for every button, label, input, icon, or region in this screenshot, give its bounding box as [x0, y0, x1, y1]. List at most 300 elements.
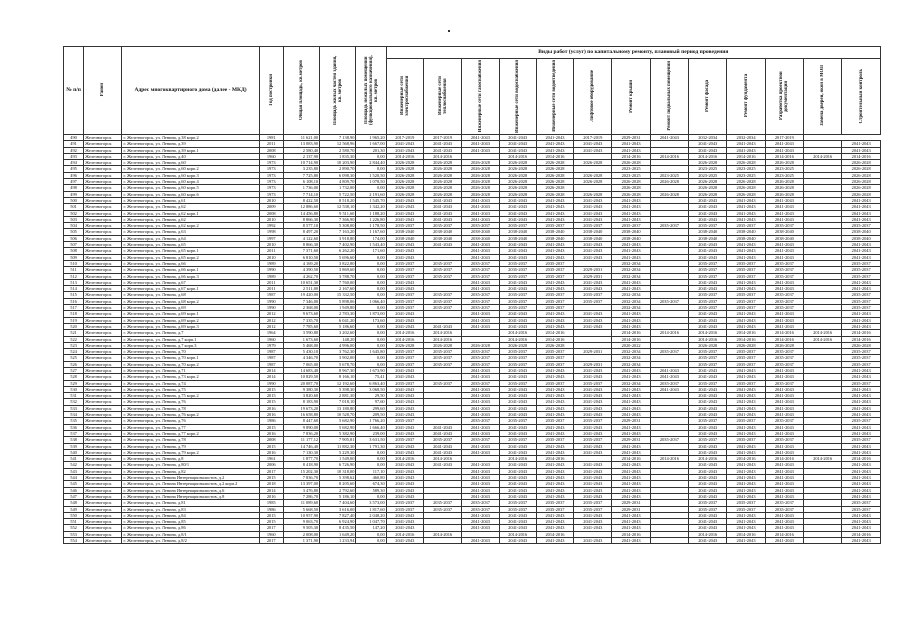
cell-num: 522: [64, 336, 84, 342]
cell-living-area: 5 682,90: [320, 424, 356, 430]
cell-work-period: 2041-2043: [574, 386, 612, 392]
header-work-3: Инженерные сети водоснабжения: [499, 59, 536, 135]
cell-work-period: 2041-2043: [689, 424, 727, 430]
cell-district: Железногорск: [84, 380, 122, 386]
cell-address: г. Железногорск, ул. Ленина, д.61: [122, 197, 259, 203]
cell-work-period: 2035-2037: [574, 223, 612, 229]
cell-work-period: 2038-2040: [423, 235, 461, 241]
cell-address: г. Железногорск, ул. Ленина, д.39: [122, 141, 259, 147]
cell-work-period: 2038-2040: [842, 235, 881, 241]
cell-work-period: 2026-2028: [842, 172, 881, 178]
cell-living-area: 4 809,70: [320, 179, 356, 185]
cell-work-period: 2035-2037: [689, 260, 727, 266]
cell-work-period: 2041-2043: [423, 323, 461, 329]
cell-work-period: 2041-2043: [386, 286, 423, 292]
cell-work-period: 2041-2043: [574, 216, 612, 222]
cell-work-period: 2041-2043: [765, 279, 803, 285]
cell-work-period: 2035-2037: [727, 418, 765, 424]
cell-work-period: 2035-2037: [727, 267, 765, 273]
cell-work-period: 2041-2043: [536, 135, 573, 141]
cell-work-period: 2041-2043: [574, 367, 612, 373]
cell-living-area: 8 166,10: [320, 374, 356, 380]
cell-address: г. Железногорск, ул. Ленина Интернационалистов, д.8: [122, 493, 259, 499]
cell-work-period: 2041-2043: [765, 430, 803, 436]
cell-num: 523: [64, 342, 84, 348]
cell-work-period: 2035-2037: [650, 437, 688, 443]
cell-year: 2010: [259, 197, 283, 203]
cell-work-period: 2041-2043: [689, 525, 727, 531]
cell-work-period: 2041-2043: [462, 141, 499, 147]
cell-work-period: 2014-2016: [423, 336, 461, 342]
cell-work-period: 2041-2043: [727, 393, 765, 399]
cell-work-period: 2041-2043: [727, 468, 765, 474]
cell-work-period: 2041-2043: [612, 197, 650, 203]
cell-work-period: 2035-2037: [727, 305, 765, 311]
cell-address: г. Железногорск, ул. Ленина, д.69 корп.3: [122, 323, 259, 329]
cell-work-period: 2035-2037: [689, 305, 727, 311]
cell-work-period: 2014-2016: [612, 153, 650, 159]
cell-work-period: 2041-2043: [765, 468, 803, 474]
cell-work-period: 2041-2043: [386, 210, 423, 216]
cell-num: 527: [64, 367, 84, 373]
cell-work-period: 2035-2037: [536, 361, 573, 367]
cell-nonliving-area: 1 545,70: [356, 197, 386, 203]
cell-work-period: 2041-2043: [574, 197, 612, 203]
cell-work-period: 2041-2043: [689, 468, 727, 474]
cell-work-period: 2035-2037: [536, 273, 573, 279]
cell-year: 1960: [259, 531, 283, 537]
cell-nonliving-area: 117,10: [356, 468, 386, 474]
cell-work-period: 2041-2043: [689, 487, 727, 493]
cell-work-period: 2041-2043: [689, 147, 727, 153]
cell-nonliving-area: 0,00: [356, 267, 386, 273]
cell-work-period: 2041-2043: [689, 519, 727, 525]
cell-living-area: 3 869,60: [320, 267, 356, 273]
cell-work-period: 2035-2037: [842, 500, 881, 506]
cell-num: 492: [64, 147, 84, 153]
cell-work-period: 2023-2025: [765, 172, 803, 178]
cell-work-period: 2041-2043: [842, 317, 881, 323]
cell-work-period: 2041-2043: [462, 242, 499, 248]
cell-address: г. Железногорск, ул. Ленина, д.86: [122, 525, 259, 531]
cell-work-period: 2041-2043: [765, 481, 803, 487]
cell-work-period: 2035-2037: [423, 380, 461, 386]
cell-work-period: 2041-2043: [689, 367, 727, 373]
cell-work-period: 2035-2037: [423, 355, 461, 361]
cell-work-period: 2041-2043: [842, 399, 881, 405]
cell-work-period: 2026-2028: [499, 185, 536, 191]
cell-total-area: 4 346,70: [283, 355, 319, 361]
cell-address: г. Железногорск, ул. Ленина, д.7: [122, 330, 259, 336]
cell-work-period: 2035-2037: [462, 361, 499, 367]
cell-address: г. Железногорск, ул. Ленина, д.62 корп.2: [122, 223, 259, 229]
cell-work-period: 2035-2037: [574, 380, 612, 386]
cell-work-period: 2035-2037: [499, 418, 536, 424]
cell-num: 524: [64, 349, 84, 355]
cell-work-period: 2035-2037: [689, 267, 727, 273]
cell-work-period: 2038-2040: [462, 235, 499, 241]
cell-work-period: 2041-2043: [499, 393, 536, 399]
cell-district: Железногорск: [84, 481, 122, 487]
cell-work-period: 2041-2043: [574, 449, 612, 455]
cell-work-period: 2041-2043: [727, 248, 765, 254]
cell-work-period: 2041-2043: [765, 367, 803, 373]
cell-work-period: 2041-2043: [612, 405, 650, 411]
cell-work-period: 2032-2034: [612, 260, 650, 266]
cell-num: 490: [64, 135, 84, 141]
cell-work-period: 2035-2037: [386, 260, 423, 266]
cell-work-period: 2041-2043: [574, 412, 612, 418]
cell-work-period: 2041-2043: [386, 475, 423, 481]
cell-work-period: 2041-2043: [727, 323, 765, 329]
cell-work-period: 2035-2037: [842, 292, 881, 298]
cell-work-period: 2041-2043: [574, 311, 612, 317]
cell-district: Железногорск: [84, 323, 122, 329]
cell-work-period: 2041-2043: [612, 210, 650, 216]
cell-work-period: 2041-2043: [842, 525, 881, 531]
cell-work-period: 2041-2043: [536, 210, 573, 216]
cell-work-period: 2041-2043: [499, 405, 536, 411]
cell-work-period: 2014-2016: [386, 336, 423, 342]
cell-work-period: 2041-2043: [727, 487, 765, 493]
cell-total-area: 9 673,60: [283, 311, 319, 317]
cell-work-period: 2041-2043: [612, 374, 650, 380]
cell-work-period: 2041-2043: [612, 317, 650, 323]
cell-work-period: 2041-2043: [689, 405, 727, 411]
cell-work-period: 2026-2028: [423, 179, 461, 185]
cell-year: 1973: [259, 185, 283, 191]
cell-work-period: 2041-2043: [462, 519, 499, 525]
cell-work-period: 2038-2040: [499, 229, 536, 235]
cell-work-period: 2038-2040: [462, 229, 499, 235]
cell-year: 1992: [259, 223, 283, 229]
cell-work-period: 2035-2037: [423, 260, 461, 266]
capital-repair-table-page: [63, 46, 881, 544]
cell-num: 554: [64, 538, 84, 544]
cell-living-area: 2 881,30: [320, 393, 356, 399]
cell-work-period: 2041-2043: [462, 424, 499, 430]
cell-work-period: 2014-2016: [423, 531, 461, 537]
cell-work-period: 2041-2043: [462, 147, 499, 153]
cell-work-period: 2014-2016: [612, 330, 650, 336]
cell-work-period: 2038-2040: [536, 235, 573, 241]
cell-year: 2015: [259, 386, 283, 392]
cell-work-period: 2041-2043: [842, 487, 881, 493]
cell-living-area: 5 696,60: [320, 254, 356, 260]
cell-work-period: 2041-2043: [536, 462, 573, 468]
cell-work-period: 2041-2043: [612, 242, 650, 248]
cell-work-period: 2038-2040: [386, 235, 423, 241]
cell-work-period: 2023-2025: [612, 172, 650, 178]
cell-total-area: 10 714,90: [283, 160, 319, 166]
header-living-area: Площадь жилых частей здания, кв. метров: [320, 47, 356, 135]
cell-district: Железногорск: [84, 210, 122, 216]
cell-work-period: 2041-2043: [689, 248, 727, 254]
cell-work-period: 2029-2031: [612, 500, 650, 506]
cell-num: 493: [64, 153, 84, 159]
cell-work-period: 2041-2043: [689, 279, 727, 285]
cell-work-period: 2035-2037: [574, 506, 612, 512]
cell-work-period: 2035-2037: [536, 223, 573, 229]
cell-living-area: 7 402,90: [320, 242, 356, 248]
page-marker: [448, 30, 450, 32]
cell-living-area: 7 827,40: [320, 512, 356, 518]
cell-address: г. Железногорск, ул. Ленина, д.77 корп.2: [122, 430, 259, 436]
cell-work-period: 2035-2037: [536, 267, 573, 273]
cell-total-area: 10 651,30: [283, 279, 319, 285]
cell-nonliving-area: 209,50: [356, 412, 386, 418]
cell-num: 513: [64, 279, 84, 285]
cell-work-period: 2041-2043: [536, 141, 573, 147]
cell-total-area: 15 202,30: [283, 468, 319, 474]
cell-work-period: 2026-2028: [536, 191, 573, 197]
cell-work-period: 2041-2043: [765, 286, 803, 292]
cell-total-area: 3 590,80: [283, 330, 319, 336]
cell-work-period: 2026-2028: [536, 342, 573, 348]
cell-total-area: 14 746,40: [283, 443, 319, 449]
cell-work-period: 2035-2037: [727, 298, 765, 304]
cell-work-period: 2035-2037: [499, 273, 536, 279]
cell-work-period: 2032-2034: [689, 135, 727, 141]
cell-work-period: 2017-2019: [386, 135, 423, 141]
cell-work-period: 2041-2043: [765, 487, 803, 493]
cell-num: 540: [64, 449, 84, 455]
cell-work-period: 2041-2043: [499, 374, 536, 380]
cell-work-period: 2026-2028: [536, 160, 573, 166]
cell-total-area: 10 829,50: [283, 374, 319, 380]
cell-work-period: 2041-2043: [386, 493, 423, 499]
cell-work-period: 2035-2037: [499, 506, 536, 512]
cell-living-area: 8 205,60: [320, 481, 356, 487]
cell-work-period: 2038-2040: [689, 229, 727, 235]
cell-address: г. Железногорск, ул. Ленина, д.62 корп.1: [122, 210, 259, 216]
cell-num: 519: [64, 317, 84, 323]
cell-num: 504: [64, 223, 84, 229]
cell-work-period: 2041-2043: [689, 216, 727, 222]
cell-work-period: 2038-2040: [765, 229, 803, 235]
cell-work-period: 2041-2043: [462, 393, 499, 399]
cell-work-period: 2038-2040: [765, 235, 803, 241]
cell-work-period: 2041-2043: [842, 386, 881, 392]
cell-work-period: 2035-2037: [499, 305, 536, 311]
cell-work-period: 2041-2043: [574, 525, 612, 531]
cell-work-period: 2026-2028: [765, 185, 803, 191]
cell-nonliving-area: 0,00: [356, 336, 386, 342]
cell-work-period: 2041-2043: [842, 367, 881, 373]
cell-work-period: 2041-2043: [499, 386, 536, 392]
cell-year: 2015: [259, 399, 283, 405]
cell-total-area: 2 368,00: [283, 305, 319, 311]
cell-work-period: 2041-2043: [462, 462, 499, 468]
cell-work-period: 2035-2037: [689, 298, 727, 304]
cell-work-period: 2041-2043: [842, 468, 881, 474]
cell-work-period: 2041-2043: [386, 525, 423, 531]
cell-work-period: 2026-2028: [462, 172, 499, 178]
cell-work-period: 2014-2016: [842, 531, 881, 537]
cell-work-period: 2041-2043: [689, 449, 727, 455]
cell-district: Железногорск: [84, 260, 122, 266]
cell-work-period: 2041-2043: [536, 468, 573, 474]
cell-work-period: 2041-2043: [842, 204, 881, 210]
cell-work-period: 2041-2043: [386, 367, 423, 373]
cell-year: 1989: [259, 260, 283, 266]
cell-work-period: 2035-2037: [842, 349, 881, 355]
cell-work-period: 2041-2043: [462, 367, 499, 373]
cell-year: 1989: [259, 273, 283, 279]
cell-work-period: 2041-2043: [650, 135, 688, 141]
cell-num: 518: [64, 311, 84, 317]
cell-work-period: 2041-2043: [612, 449, 650, 455]
cell-living-area: 4 996,00: [320, 342, 356, 348]
cell-district: Железногорск: [84, 475, 122, 481]
cell-district: Железногорск: [84, 342, 122, 348]
cell-work-period: 2035-2037: [765, 349, 803, 355]
cell-num: 531: [64, 393, 84, 399]
cell-year: 1985: [259, 500, 283, 506]
cell-work-period: 2026-2028: [612, 185, 650, 191]
cell-address: г. Железногорск, ул. Ленина, д.66: [122, 260, 259, 266]
cell-address: г. Железногорск, ул. Ленина, д.78: [122, 405, 259, 411]
cell-num: 553: [64, 531, 84, 537]
cell-work-period: 2041-2043: [765, 210, 803, 216]
cell-work-period: 2014-2016: [612, 336, 650, 342]
cell-total-area: 1 371,90: [283, 538, 319, 544]
cell-work-period: 2026-2028: [536, 179, 573, 185]
cell-district: Железногорск: [84, 254, 122, 260]
cell-work-period: 2041-2043: [536, 323, 573, 329]
cell-work-period: 2014-2016: [689, 531, 727, 537]
cell-work-period: 2014-2016: [765, 336, 803, 342]
cell-total-area: 7 130,30: [283, 449, 319, 455]
cell-year: 2014: [259, 487, 283, 493]
cell-year: 2017: [259, 468, 283, 474]
header-work-2: Инженерные сети газоснабжения: [462, 59, 499, 135]
cell-work-period: 2041-2043: [842, 374, 881, 380]
cell-work-period: 2035-2037: [386, 418, 423, 424]
header-work-1: Инженерные сети теплоснабжения: [423, 59, 461, 135]
cell-work-period: 2041-2043: [689, 412, 727, 418]
cell-nonliving-area: 0,00: [356, 449, 386, 455]
cell-num: 505: [64, 229, 84, 235]
cell-work-period: 2026-2028: [386, 342, 423, 348]
cell-work-period: 2014-2016: [689, 153, 727, 159]
cell-address: г. Железногорск, ул. Ленина, д.75: [122, 386, 259, 392]
header-work-7: Ремонт подвальных помещений: [650, 59, 688, 135]
cell-work-period: 2041-2043: [536, 481, 573, 487]
cell-work-period: 2041-2043: [499, 430, 536, 436]
cell-work-period: 2035-2037: [689, 437, 727, 443]
cell-year: 2015: [259, 512, 283, 518]
cell-year: 2016: [259, 493, 283, 499]
cell-work-period: 2035-2037: [423, 223, 461, 229]
cell-work-period: 2041-2043: [462, 386, 499, 392]
cell-work-period: 2041-2043: [499, 286, 536, 292]
cell-work-period: 2035-2037: [499, 361, 536, 367]
cell-work-period: 2041-2043: [765, 412, 803, 418]
cell-address: г. Железногорск, ул. Ленина, д.85: [122, 519, 259, 525]
cell-work-period: 2041-2043: [612, 538, 650, 544]
cell-work-period: 2041-2043: [574, 519, 612, 525]
cell-work-period: 2041-2043: [386, 443, 423, 449]
cell-address: г. Железногорск, ул. Ленина, д.82: [122, 468, 259, 474]
cell-district: Железногорск: [84, 179, 122, 185]
cell-total-area: 14 683,40: [283, 367, 319, 373]
cell-living-area: 2 783,30: [320, 311, 356, 317]
cell-work-period: 2026-2028: [727, 342, 765, 348]
cell-work-period: 2035-2037: [842, 437, 881, 443]
cell-district: Железногорск: [84, 374, 122, 380]
cell-work-period: 2041-2043: [612, 519, 650, 525]
cell-living-area: 7 163,20: [320, 229, 356, 235]
cell-work-period: 2035-2037: [574, 298, 612, 304]
cell-work-period: 2026-2028: [536, 185, 573, 191]
cell-nonliving-area: 174,00: [356, 235, 386, 241]
cell-district: Железногорск: [84, 462, 122, 468]
cell-work-period: 2026-2028: [727, 191, 765, 197]
cell-work-period: 2041-2043: [536, 412, 573, 418]
cell-nonliving-area: 0,00: [356, 531, 386, 537]
cell-num: 496: [64, 172, 84, 178]
cell-address: г. Железногорск, ул. Ленина, д.7 корп.3: [122, 342, 259, 348]
cell-work-period: 2041-2043: [386, 519, 423, 525]
cell-work-period: 2041-2043: [574, 424, 612, 430]
cell-work-period: 2041-2043: [842, 147, 881, 153]
cell-address: г. Железногорск, ул. Ленина, д.7 корп.1: [122, 336, 259, 342]
cell-address: г. Железногорск, ул. Ленина, д.70 корп.1: [122, 355, 259, 361]
cell-work-period: 2026-2028: [499, 166, 536, 172]
cell-work-period: 2041-2043: [842, 248, 881, 254]
cell-work-period: 2014-2016: [499, 456, 536, 462]
cell-address: г. Железногорск, ул. Ленина, д.65 корп.2: [122, 254, 259, 260]
cell-address: г. Железногорск, ул. Ленина, д.66 корп.1: [122, 267, 259, 273]
cell-address: г. Железногорск, ул. Ленина, д.76: [122, 418, 259, 424]
cell-living-area: 12 568,96: [320, 141, 356, 147]
cell-work-period: 2035-2037: [462, 437, 499, 443]
cell-work-period: 2035-2037: [536, 349, 573, 355]
cell-work-period: 2014-2016: [499, 330, 536, 336]
cell-work-period: 2029-2031: [574, 273, 612, 279]
cell-work-period: 2041-2043: [842, 286, 881, 292]
header-nonliving-area: Площадь нежилых помещений (функционального назначения), кв. метров: [356, 47, 386, 135]
cell-work-period: 2041-2043: [612, 311, 650, 317]
cell-nonliving-area: 0,00: [356, 538, 386, 544]
cell-work-period: 2026-2028: [765, 160, 803, 166]
cell-work-period: 2026-2028: [650, 179, 688, 185]
cell-year: 1987: [259, 355, 283, 361]
cell-nonliving-area: 1 965,20: [356, 135, 386, 141]
cell-num: 499: [64, 191, 84, 197]
cell-work-period: 2041-2043: [386, 141, 423, 147]
cell-total-area: 5 430,10: [283, 349, 319, 355]
cell-work-period: 2041-2043: [386, 468, 423, 474]
cell-work-period: 2026-2028: [462, 185, 499, 191]
cell-living-area: 12 192,60: [320, 380, 356, 386]
cell-nonliving-area: 147,20: [356, 525, 386, 531]
cell-work-period: 2041-2043: [842, 197, 881, 203]
cell-work-period: 2041-2043: [574, 443, 612, 449]
cell-work-period: 2041-2043: [462, 210, 499, 216]
cell-district: Железногорск: [84, 349, 122, 355]
cell-work-period: 2035-2037: [842, 298, 881, 304]
cell-work-period: 2035-2037: [462, 223, 499, 229]
cell-nonliving-area: 29,50: [356, 393, 386, 399]
cell-work-period: 2041-2043: [727, 475, 765, 481]
cell-work-period: 2041-2043: [574, 141, 612, 147]
cell-address: г. Железногорск, ул. Ленина, д.68 корп.2: [122, 298, 259, 304]
cell-work-period: 2041-2043: [462, 475, 499, 481]
cell-work-period: 2038-2040: [386, 229, 423, 235]
cell-work-period: 2041-2043: [574, 279, 612, 285]
